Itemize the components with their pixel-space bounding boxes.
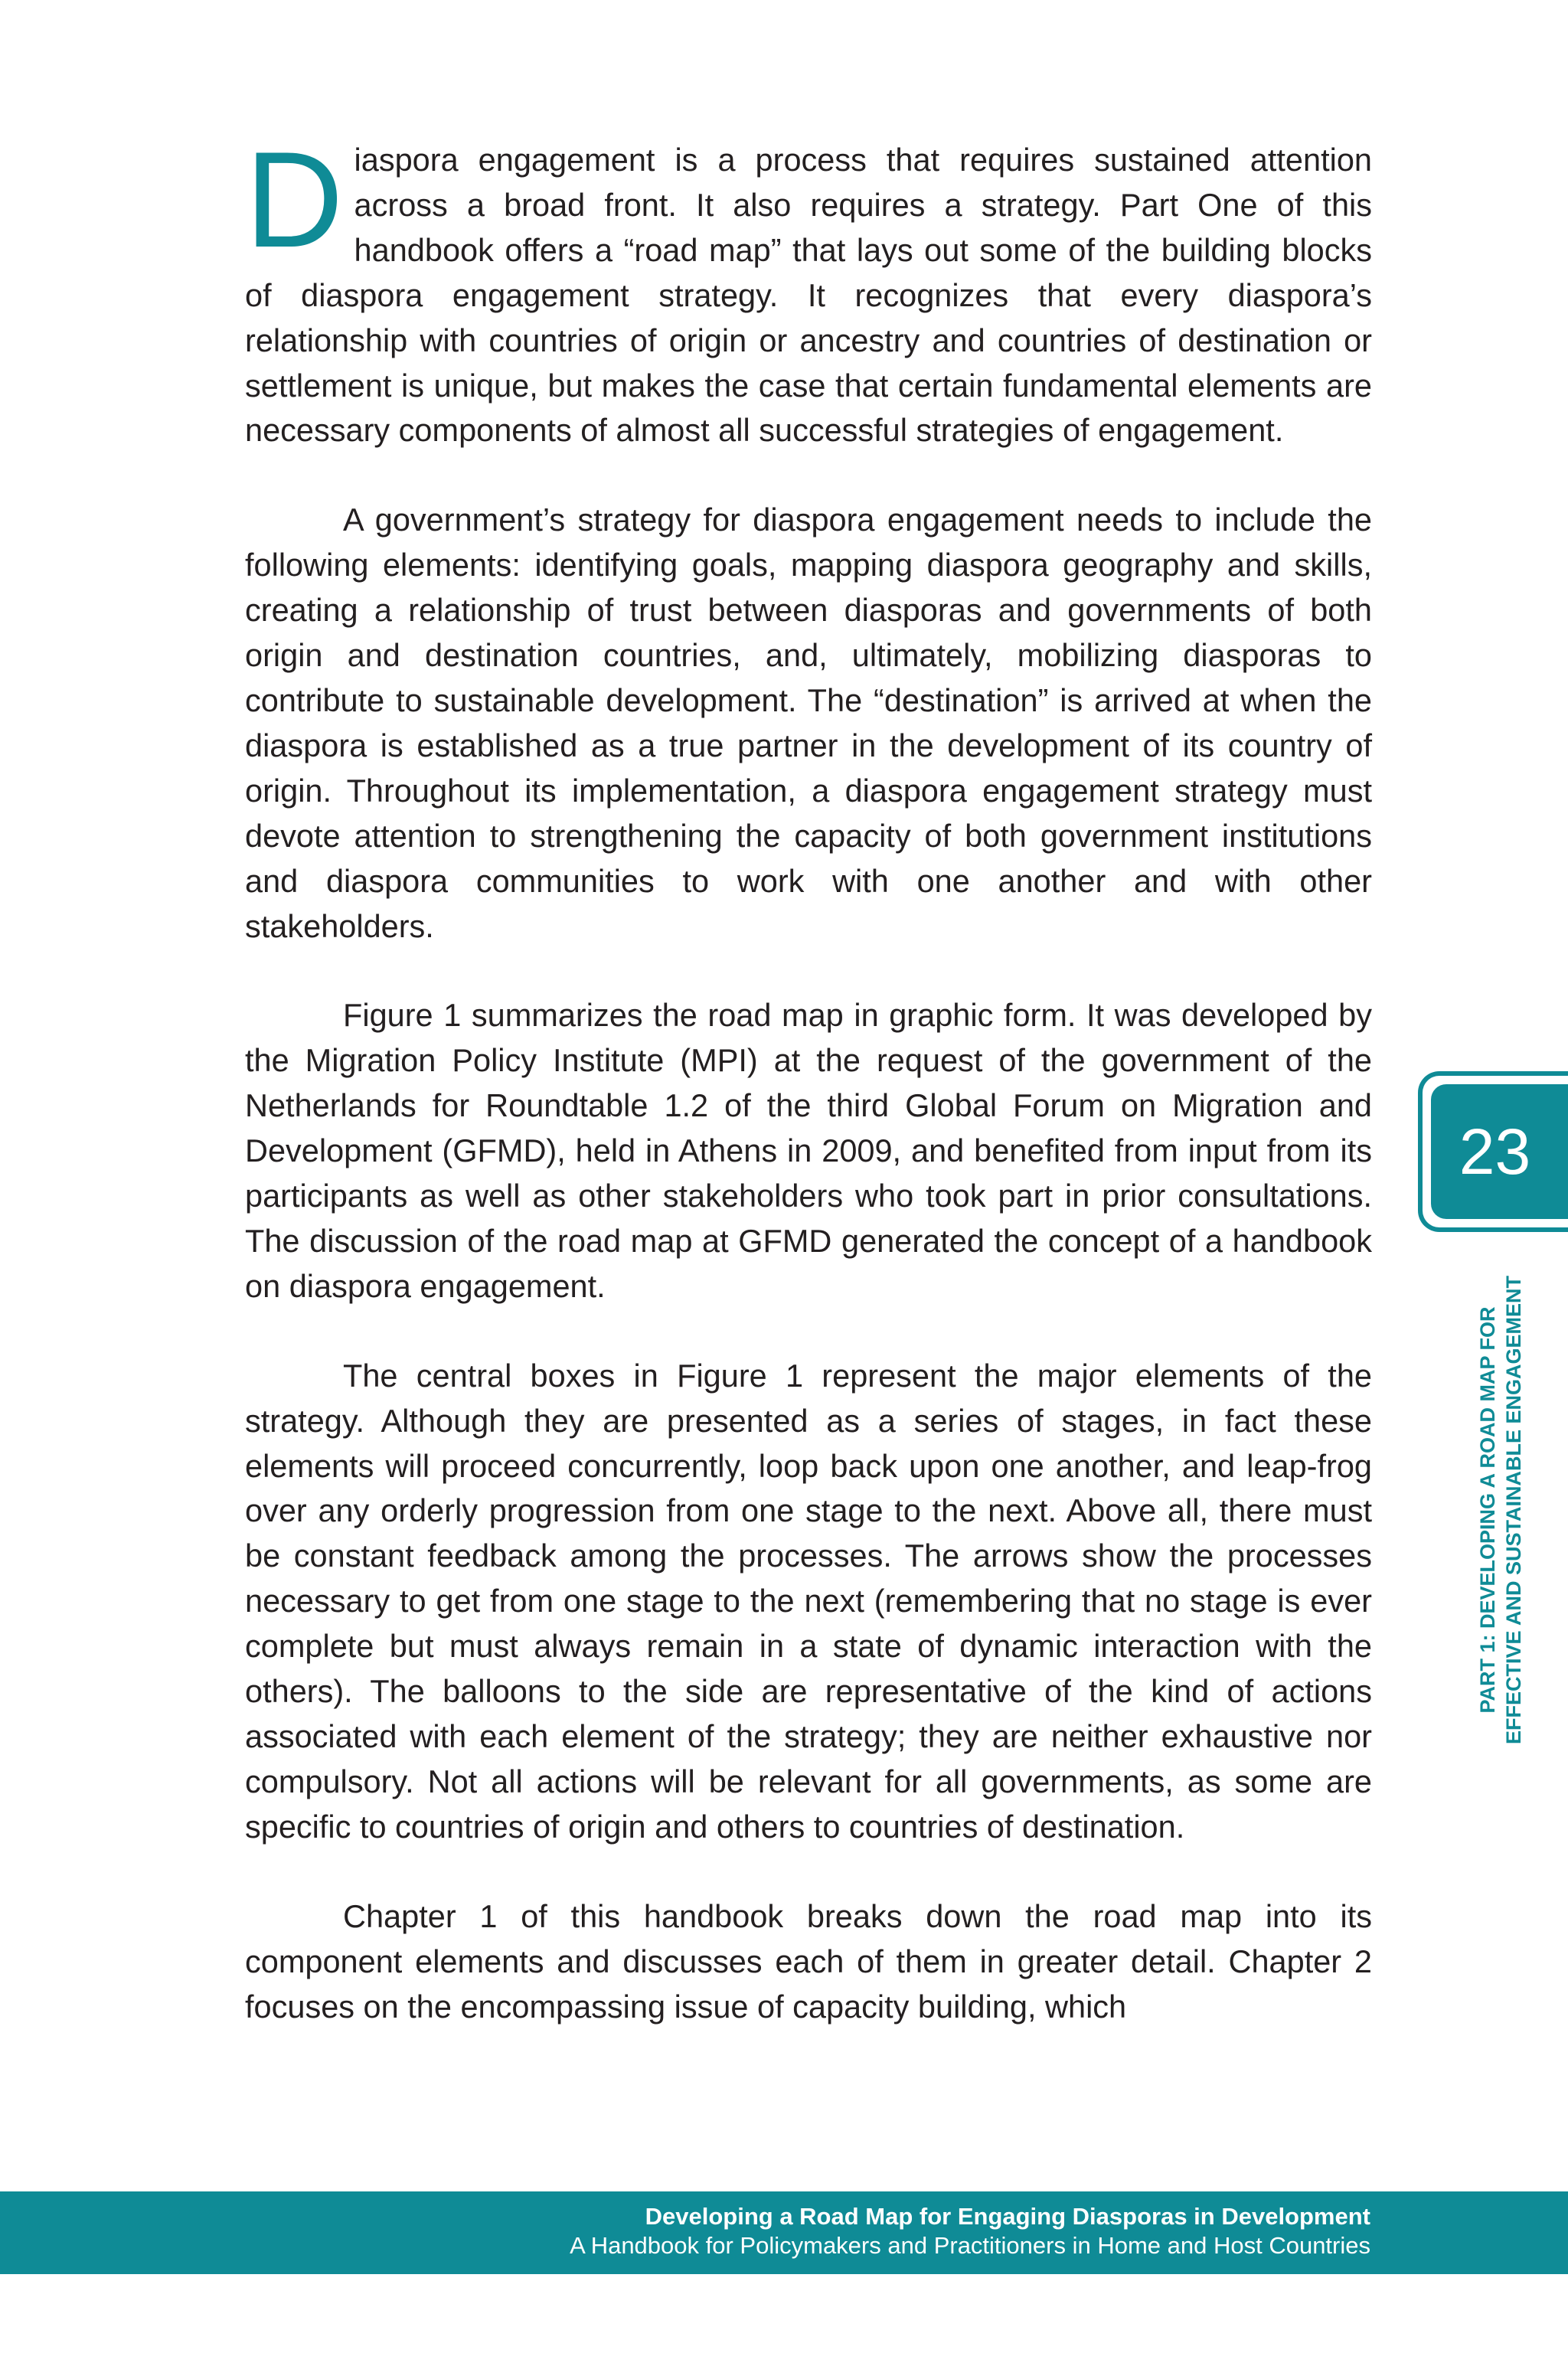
paragraph-5: Chapter 1 of this handbook breaks down the road map into its component elements and discusses each of them in greater detail. Chapter 2 focuses on the encompassing issue of capacity building, which [245, 1897, 1372, 2025]
paragraph-1-text: iaspora engagement is a process that requires sustained attention across a broad front. It also requires a strategy. Part One of this handbook offers a “road map” that lays out some of the building blocks of diaspora engagement strategy. It recognizes that every diaspora’s relationship with countries of origin or ancestry and countries of destination or settlement is unique, but makes the case that certain fundamental elements are necessary components of almost all successful strategies of engagement. [245, 142, 1372, 449]
page-number-tab-fill [1431, 1084, 1568, 1219]
page-number-tab [1418, 1071, 1568, 1232]
body-text [245, 123, 1372, 2074]
footer-bar [0, 2191, 1568, 2274]
footer-subtitle: A Handbook for Policymakers and Practitioners in Home and Host Countries [570, 2232, 1370, 2259]
paragraph-3: Figure 1 summarizes the road map in graphic form. It was developed by the Migration Policy Institute (MPI) at the request of the government of the Netherlands for Roundtable 1.2 of the third Global Forum on Migration and Development (GFMD), held in Athens in 2009, and benefited from input from its participants as well as other stakeholders who took part in prior consultations. The discussion of the road map at GFMD generated the concept of a handbook on diaspora engagement. [245, 997, 1372, 1304]
paragraph-1 [245, 123, 1372, 453]
page-number: 23 [1459, 1115, 1531, 1188]
side-title-line-2: EFFECTIVE AND SUSTAINABLE ENGAGEMENT [1502, 1275, 1525, 1745]
drop-cap: D [245, 123, 344, 276]
paragraph-4: The central boxes in Figure 1 represent the major elements of the strategy. Although they are presented as a series of stages, in fact these elements will proceed concurrently, loop back upon one another, and leap-frog over any orderly progression from one stage to the next. Above all, there must be constant feedback among the processes. The arrows show the processes necessary to get from one stage to the next (remembering that no stage is ever complete but must always remain in a state of dynamic interaction with the others). The balloons to the side are representative of the kind of actions associated with each element of the strategy; they are neither exhaustive nor compulsory. Not all actions will be relevant for all governments, as some are specific to countries of origin and others to countries of destination. [245, 1357, 1372, 1845]
side-section-title [1470, 1250, 1531, 1770]
paragraph-2: A government’s strategy for diaspora engagement needs to include the following elements: identifying goals, mapping diaspora geography and skills, creating a relationship of trust between diasporas and governments of both origin and destination countries, and, ultimately, mobilizing diasporas to contribute to sustainable development. The “destination” is arrived at when the diaspora is established as a true partner in the development of its country of origin. Throughout its implementation, a diaspora engagement strategy must devote attention to strengthening the capacity of both government institutions and diaspora communities to work with one another and with other stakeholders. [245, 502, 1372, 944]
side-section-title-text [1475, 1250, 1527, 1770]
side-title-line-1: PART 1: DEVELOPING A ROAD MAP FOR [1476, 1306, 1499, 1714]
footer-text [570, 2202, 1370, 2260]
footer-title: Developing a Road Map for Engaging Diasporas in Development [645, 2203, 1370, 2230]
